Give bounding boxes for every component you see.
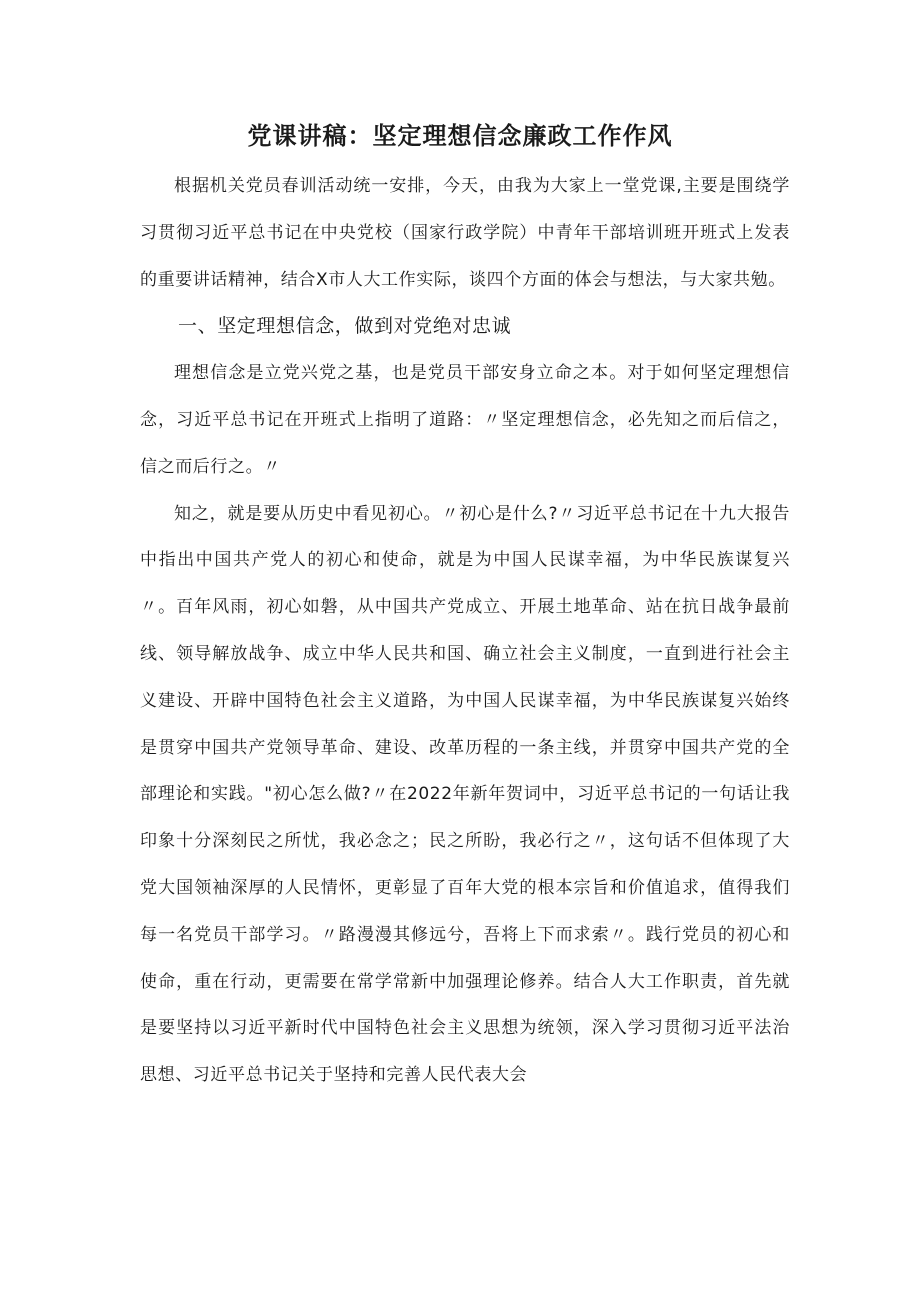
document-body bbox=[140, 163, 790, 1099]
paragraph-ideals: 理想信念是立党兴党之基，也是党员干部安身立命之本。对于如何坚定理想信念，习近平总书记在开班式上指明了道路：〃坚定理想信念，必先知之而后信之，信之而后行之。〃 bbox=[140, 363, 790, 477]
document-title: 党课讲稿：坚定理想信念廉政工作作风 bbox=[247, 122, 673, 150]
paragraph-original-aspiration: 知之，就是要从历史中看见初心。〃初心是什么?〃习近平总书记在十九大报告中指出中国共产党人的初心和使命，就是为中国人民谋幸福，为中华民族谋复兴〃。百年风雨，初心如磐，从中国共产党成立、开展土地革命、站在抗日战争最前线、领导解放战争、成立中华人民共和国、确立社会主义制度，一直到进行社会主义建设、开辟中国特色社会主义道路，为中国人民谋幸福，为中华民族谋复兴始终是贯穿中国共产党领导革命、建设、改革历程的一条主线，并贯穿中国共产党的全部理论和实践。"初心怎么做?〃在2022年新年贺词中，习近平总书记的一句话让我印象十分深刻民之所忧，我必念之；民之所盼，我必行之〃，这句话不但体现了大党大国领袖深厚的人民情怀，更彰显了百年大党的根本宗旨和价值追求，值得我们每一名党员干部学习。〃路漫漫其修远兮，吾将上下而求索〃。践行党员的初心和使命，重在行动，更需要在常学常新中加强理论修养。结合人大工作职责，首先就是要坚持以习近平新时代中国特色社会主义思想为统领，深入学习贯彻习近平法治思想、习近平总书记关于坚持和完善人民代表大会 bbox=[140, 503, 790, 1086]
section-heading-1: 一、坚定理想信念，做到对党绝对忠诚 bbox=[178, 315, 512, 338]
paragraph-intro: 根据机关党员春训活动统一安排，今天，由我为大家上一堂党课,主要是围绕学习贯彻习近平总书记在中央党校（国家行政学院）中青年干部培训班开班式上发表的重要讲话精神，结合X市人大工作实际，谈四个方面的体会与想法，与大家共勉。 bbox=[140, 176, 790, 290]
